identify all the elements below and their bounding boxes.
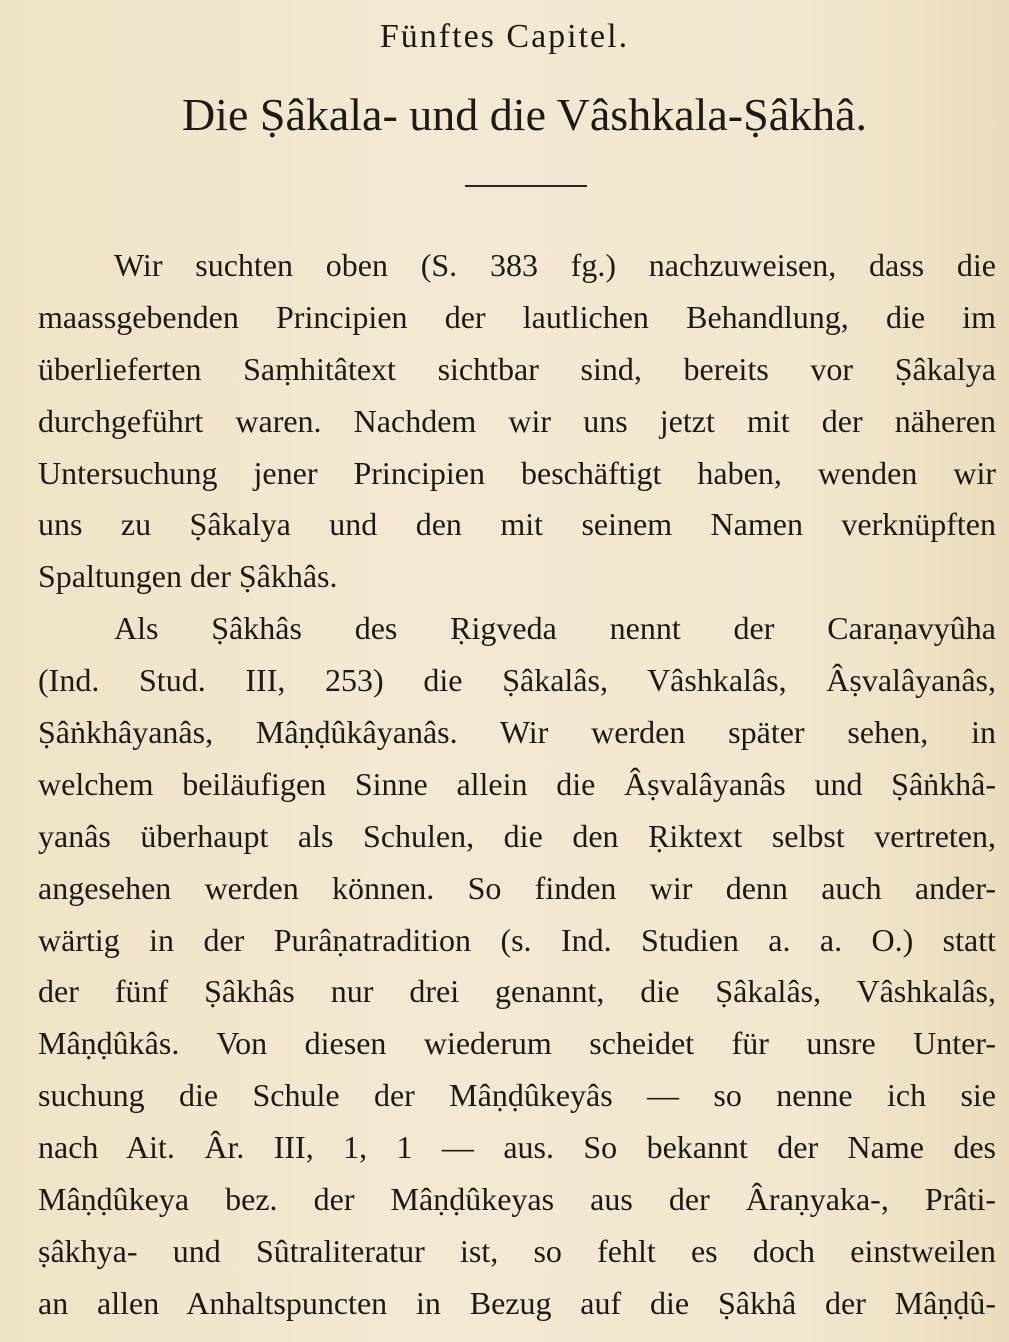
text-line: ṣâkhya- und Sûtraliteratur ist, so fehlt es doch einstweilen xyxy=(38,1232,996,1269)
text-line: Wir suchten oben (S. 383 fg.) nachzuweisen, dass die xyxy=(114,247,996,283)
text-line: suchung die Schule der Mâṇḍûkeyâs — so nenne ich sie xyxy=(38,1077,996,1114)
text-line: Spaltungen der Ṣâkhâs. xyxy=(38,558,338,595)
text-line: yanâs überhaupt als Schulen, die den Ṛiktext selbst vertreten, xyxy=(38,817,996,854)
text-line: Ṣâṅkhâyanâs, Mâṇḍûkâyanâs. Wir werden später sehen, in xyxy=(38,714,996,751)
text-line: Mâṇḍûkeya bez. der Mâṇḍûkeyas aus der Âraṇyaka-, Prâti- xyxy=(38,1181,996,1218)
text-line: angesehen werden können. So finden wir denn auch ander- xyxy=(38,869,996,906)
text-line: uns zu Ṣâkalya und den mit seinem Namen verknüpften xyxy=(38,506,996,543)
title-divider xyxy=(465,185,587,187)
text-line: (Ind. Stud. III, 253) die Ṣâkalâs, Vâshkalâs, Âṣvalâyanâs, xyxy=(38,662,996,699)
text-line: an allen Anhaltspuncten in Bezug auf die Ṣâkhâ der Mâṇḍû- xyxy=(38,1284,996,1321)
text-line: welchem beiläufigen Sinne allein die Âṣvalâyanâs und Ṣâṅkhâ- xyxy=(38,765,996,802)
text-line: Untersuchung jener Principien beschäftigt haben, wenden wir xyxy=(38,454,996,491)
text-line: maassgebenden Principien der lautlichen Behandlung, die im xyxy=(38,298,996,335)
text-line: Als Ṣâkhâs des Ṛigveda nennt der Caraṇavyûha xyxy=(114,610,996,647)
text-line: überlieferten Saṃhitâtext sichtbar sind, bereits vor Ṣâkalya xyxy=(38,350,996,387)
chapter-title: Die Ṣâkala- und die Vâshkala-Ṣâkhâ. xyxy=(181,89,868,140)
text-line: durchgeführt waren. Nachdem wir uns jetzt mit der näheren xyxy=(38,402,996,439)
text-line: nach Ait. Âr. III, 1, 1 — aus. So bekannt der Name des xyxy=(38,1129,996,1166)
text-line: der fünf Ṣâkhâs nur drei genannt, die Ṣâkalâs, Vâshkalâs, xyxy=(38,973,996,1010)
text-line: wärtig in der Purâṇatradition (s. Ind. Studien a. a. O.) statt xyxy=(38,921,996,958)
text-line: Mâṇḍûkâs. Von diesen wiederum scheidet für unsre Unter- xyxy=(38,1025,996,1062)
chapter-label: Fünftes Capitel. xyxy=(379,18,630,55)
body-text xyxy=(38,240,996,1330)
